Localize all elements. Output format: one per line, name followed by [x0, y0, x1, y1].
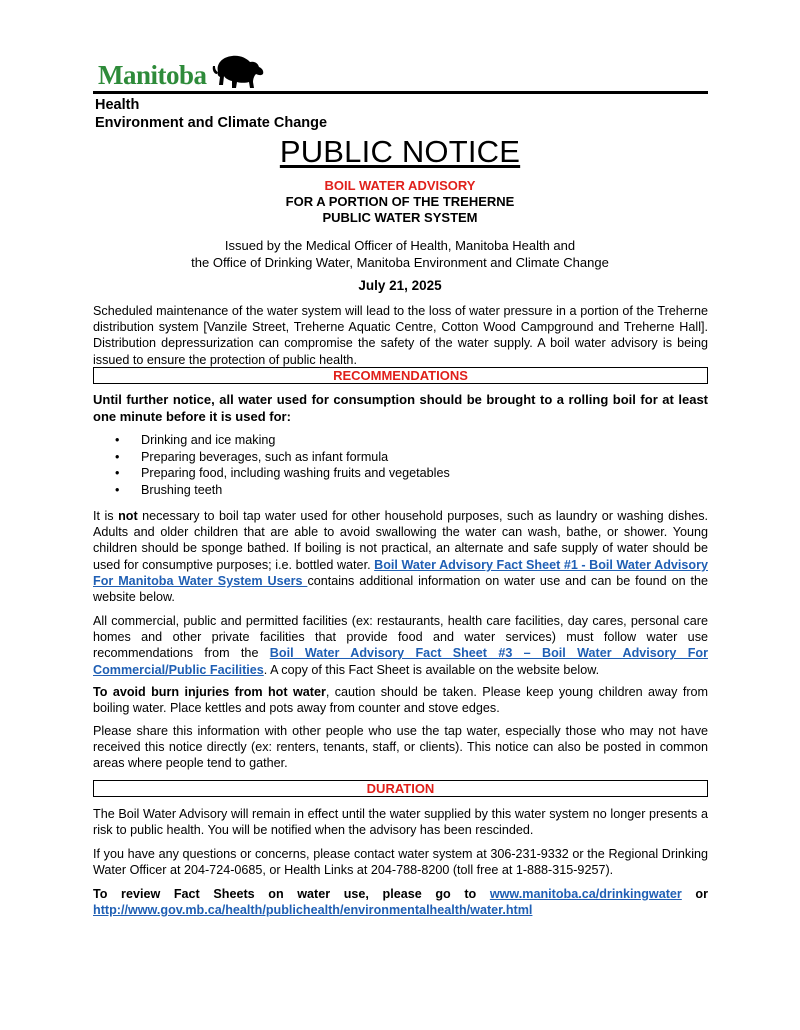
text-span: or — [681, 887, 709, 901]
subtitle-line1: FOR A PORTION OF THE TREHERNE — [285, 194, 515, 209]
list-item: • Preparing food, including washing fruits and vegetables — [93, 465, 450, 482]
household-use-paragraph — [93, 508, 708, 605]
burn-warning-paragraph — [93, 684, 708, 716]
consumption-list — [93, 432, 450, 498]
text-span: necessary to boil tap water used for other household purposes, such as laundry or washing dishes. Adults and older children that are able to avoid swallowing the water can wash, bathe, or shower. Young children should be sponge bathed. If boiling is not practical, an alternate and safe supply of water should be used for consumptive purposes; i.e. bottled water. — [93, 509, 708, 572]
list-item: • Preparing beverages, such as infant formula — [93, 449, 450, 466]
health-water-link[interactable]: http://www.gov.mb.ca/health/publichealth/environmentalhealth/water.html — [93, 903, 533, 918]
notice-subtitle — [0, 178, 800, 226]
burn-warning-emphasis: To avoid burn injuries from hot water — [93, 685, 326, 699]
header-rule — [93, 91, 708, 94]
notice-date: July 21, 2025 — [358, 278, 442, 293]
fact-sheets-paragraph — [93, 886, 708, 918]
emphasis-not: not — [118, 509, 138, 523]
list-item: • Brushing teeth — [93, 482, 450, 499]
recommendations-lead: Until further notice, all water used for consumption should be brought to a rolling boil for at least one minute before it is used for: — [93, 392, 708, 424]
duration-paragraph: The Boil Water Advisory will remain in effect until the water supplied by this water system no longer presents a risk to public health. You will be notified when the advisory has been rescinded. — [93, 807, 708, 838]
fact-sheet-1-link[interactable]: Boil Water Advisory Fact Sheet #1 - Boil Water Advisory For Manitoba Water System Users — [93, 557, 708, 588]
issued-line1: Issued by the Medical Officer of Health, Manitoba Health and — [224, 238, 576, 253]
text-span: , caution should be taken. Please keep young children away from boiling water. Place kettles and pots away from counter and stove edges. — [93, 685, 709, 716]
department-block — [95, 96, 327, 132]
text-span: . A copy of this Fact Sheet is available on the website below. — [263, 662, 600, 677]
page-title: PUBLIC NOTICE — [279, 134, 521, 169]
text-span: All commercial, public and permitted facilities (ex: restaurants, health care facilities, day cares, personal care homes and other private facilities that provide food and water services) must follow water use recommendations from the — [93, 614, 708, 661]
recommendations-heading: RECOMMENDATIONS — [93, 367, 708, 384]
bison-icon — [210, 52, 268, 90]
issued-by — [0, 237, 800, 271]
duration-heading: DURATION — [93, 780, 708, 797]
logo-wordmark: Manitoba — [98, 60, 207, 90]
dept-environment: Environment and Climate Change — [95, 115, 328, 131]
dept-health: Health — [95, 97, 140, 113]
fact-sheet-3-link[interactable]: Boil Water Advisory Fact Sheet #3 – Boil Water Advisory For Commercial/Public Facilities — [93, 646, 708, 677]
contact-paragraph: If you have any questions or concerns, please contact water system at 306-231-9332 or the Regional Drinking Water Officer at 204-724-0685, or Health Links at 204-788-8200 (toll free at 1-888-315-9257). — [93, 847, 708, 878]
share-paragraph: Please share this information with other people who use the tap water, especially those who may not have received this notice directly (ex: renters, tenants, staff, or clients). This notice can also be posted in common areas where people tend to gather. — [93, 724, 708, 771]
intro-paragraph: Scheduled maintenance of the water system will lead to the loss of water pressure in a portion of the Treherne distribution system [Vanzile Street, Treherne Aquatic Centre, Cotton Wood Campground and Treherne Hall]. Distribution depressurization can compromise the safety of the water supply. A boil water advisory is being issued to ensure the protection of public health. — [93, 304, 708, 367]
commercial-paragraph — [93, 613, 708, 678]
drinkingwater-link[interactable]: www.manitoba.ca/drinkingwater — [489, 887, 682, 901]
text-span: To review Fact Sheets on water use, please go to — [93, 887, 490, 901]
text-span: contains additional information on water use and can be found on the website below. — [93, 573, 709, 605]
subtitle-line2: PUBLIC WATER SYSTEM — [322, 210, 478, 225]
list-item: • Drinking and ice making — [93, 432, 450, 449]
manitoba-logo — [98, 52, 268, 92]
issued-line2: the Office of Drinking Water, Manitoba Environment and Climate Change — [191, 255, 609, 270]
text-span: It is — [93, 509, 119, 523]
advisory-label: BOIL WATER ADVISORY — [324, 178, 476, 193]
